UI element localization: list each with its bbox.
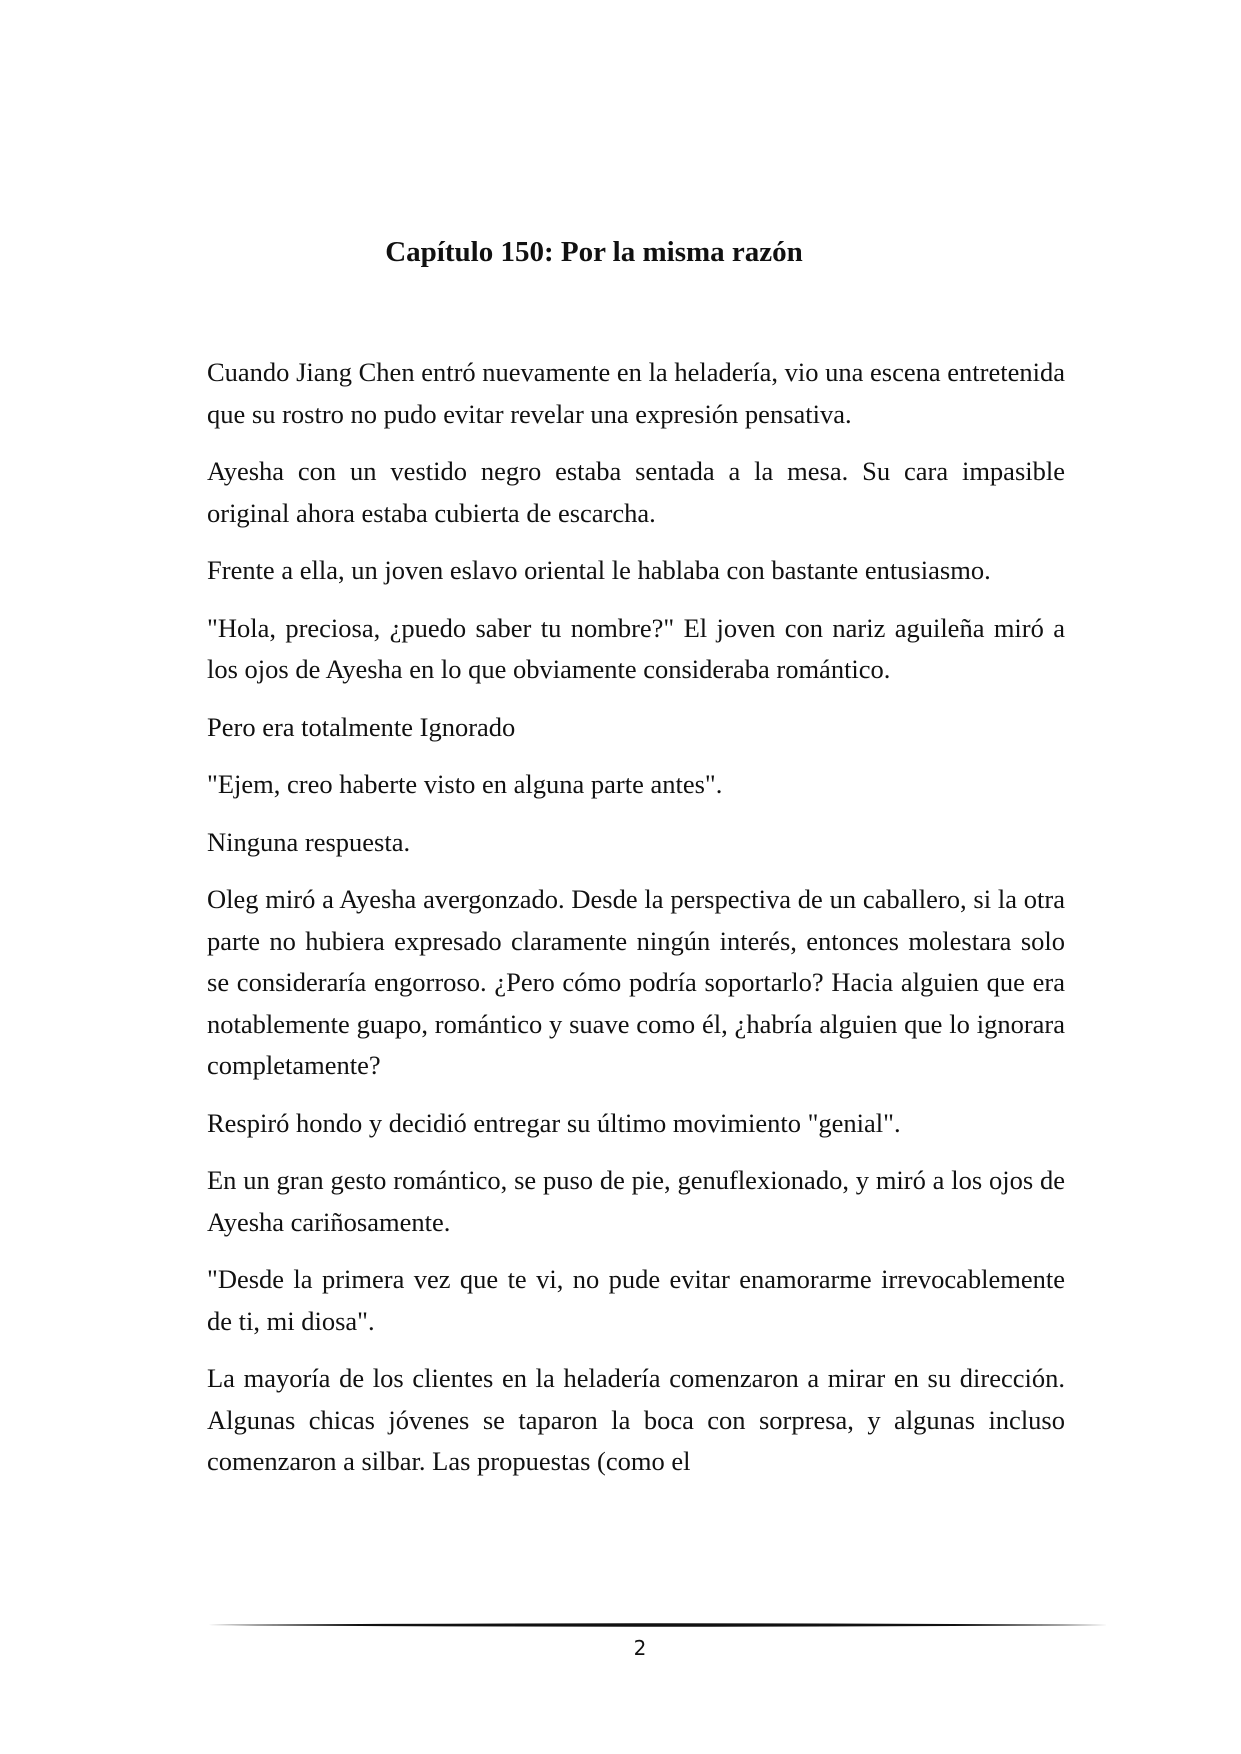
chapter-body: [207, 352, 1065, 1499]
paragraph: Frente a ella, un joven eslavo oriental le hablaba con bastante entusiasmo.: [207, 555, 991, 585]
paragraph: "Hola, preciosa, ¿puedo saber tu nombre?" El joven con nariz aguileña miró a los ojos de Ayesha en lo que obviamente consideraba romántico.: [207, 612, 1065, 684]
paragraph: Respiró hondo y decidió entregar su último movimiento "genial".: [207, 1107, 901, 1138]
paragraph: "Desde la primera vez que te vi, no pude evitar enamorarme irrevocablemente de ti, mi diosa".: [207, 1264, 1065, 1336]
paragraph: Cuando Jiang Chen entró nuevamente en la heladería, vio una escena entretenida que su rostro no pudo evitar revelar una expresión pensativa.: [207, 357, 1065, 429]
paragraph: La mayoría de los clientes en la heladería comenzaron a mirar en su dirección. Algunas chicas jóvenes se taparon la boca con sorpresa, y algunas incluso comenzaron a silbar. Las propuestas (como el: [207, 1363, 1065, 1476]
paragraph: Ninguna respuesta.: [207, 826, 411, 857]
page-number: 2: [633, 1636, 647, 1660]
paragraph: Oleg miró a Ayesha avergonzado. Desde la perspectiva de un caballero, si la otra parte no hubiera expresado claramente ningún interés, entonces molestara solo se consideraría engorroso. ¿Pero cómo podría soportarlo? Hacia alguien que era notablemente guapo, romántico y suave como él, ¿habría alguien que lo ignorara completamente?: [207, 884, 1065, 1080]
paragraph: Ayesha con un vestido negro estaba sentada a la mesa. Su cara impasible original ahora estaba cubierta de escarcha.: [207, 456, 1065, 528]
footer-divider: [208, 1620, 1108, 1630]
paragraph: En un gran gesto romántico, se puso de pie, genuflexionado, y miró a los ojos de Ayesha cariñosamente.: [207, 1165, 1065, 1237]
chapter-title: Capítulo 150: Por la misma razón: [385, 236, 803, 268]
paragraph: "Ejem, creo haberte visto en alguna parte antes".: [207, 769, 723, 799]
paragraph: Pero era totalmente Ignorado: [207, 711, 516, 742]
